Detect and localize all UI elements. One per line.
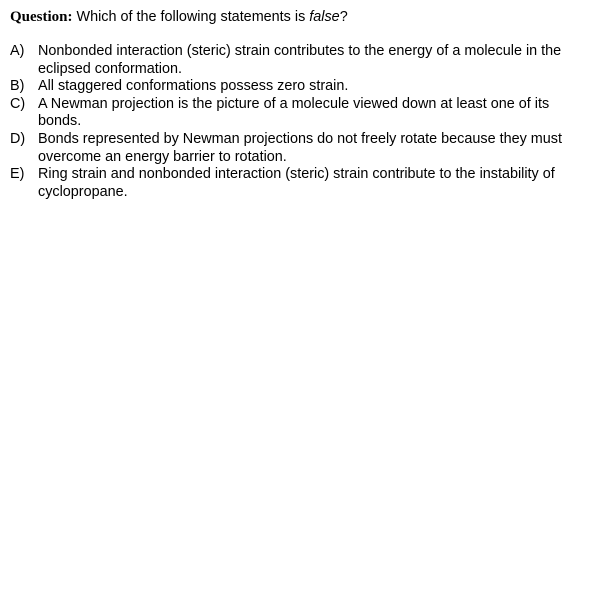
option-letter: C): [10, 95, 26, 112]
option-letter: B): [10, 78, 25, 95]
option-text: Bonds represented by Newman projections do not freely rotate because they must overcome an energy barrier to rotation.: [38, 130, 562, 165]
option-e: [10, 166, 590, 201]
answer-options: [10, 43, 590, 201]
option-text: A Newman projection is the picture of a molecule viewed down at least one of its bonds.: [38, 95, 550, 130]
option-text: Nonbonded interaction (steric) strain contributes to the energy of a molecule in the eclipsed conformation.: [38, 43, 562, 77]
question-text: [77, 9, 348, 25]
option-d: [10, 131, 590, 166]
question-line: [10, 8, 590, 26]
option-b: [10, 78, 590, 96]
question-text-start: Which of the following statements is: [76, 9, 310, 25]
question-label: Question:: [10, 9, 73, 25]
question-text-end: ?: [339, 9, 348, 25]
option-a: [10, 43, 590, 78]
option-c: [10, 96, 590, 131]
option-letter: A): [10, 43, 25, 59]
option-text: All staggered conformations possess zero strain.: [38, 78, 349, 95]
question-document: [10, 8, 590, 201]
option-text: Ring strain and nonbonded interaction (steric) strain contribute to the instability of cyclopropane.: [38, 166, 555, 200]
option-letter: D): [10, 130, 26, 147]
question-emphasis: false: [309, 9, 340, 25]
option-letter: E): [10, 166, 25, 183]
